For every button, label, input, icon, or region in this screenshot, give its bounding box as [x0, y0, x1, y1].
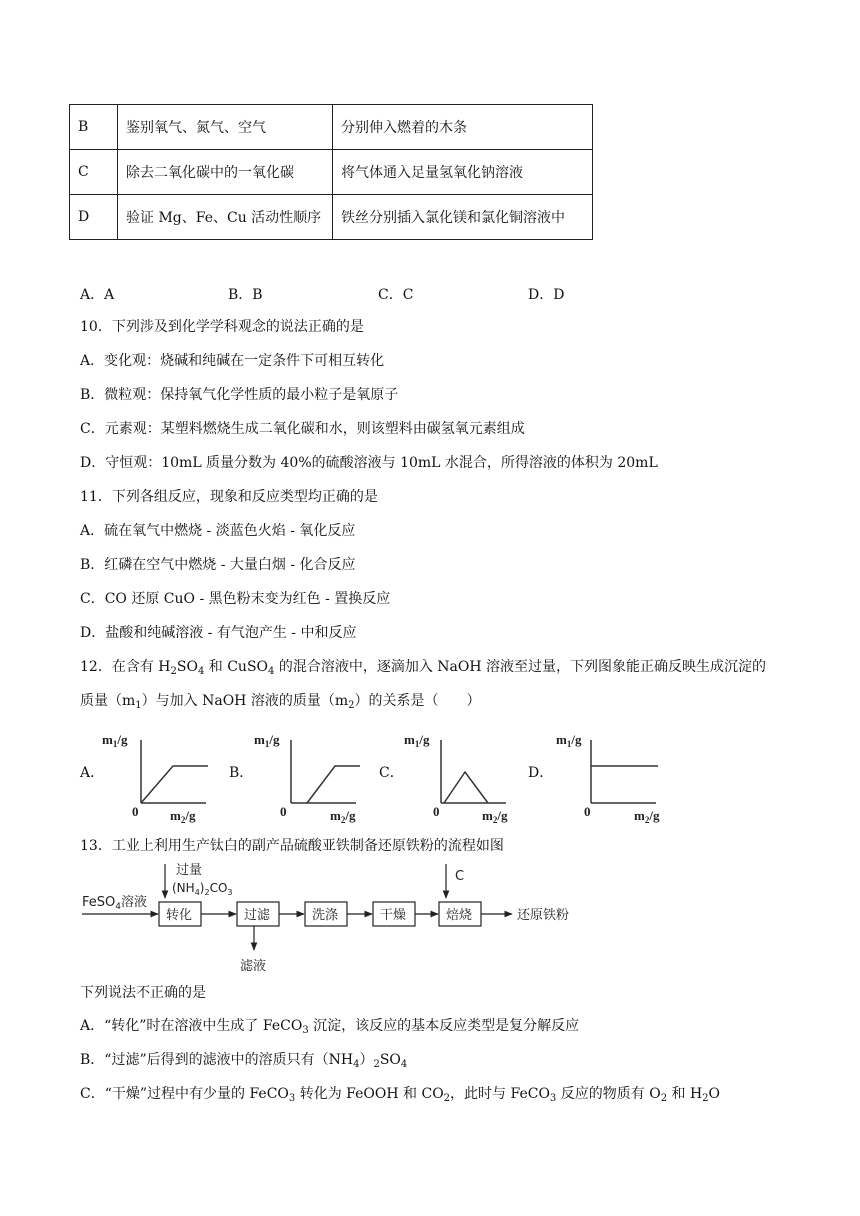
- reagent-ammonium-carbonate: $(NH_4)_2CO_3$: [172, 881, 233, 897]
- q10-option-a: A．变化观：烧碱和纯碱在一定条件下可相互转化: [80, 353, 385, 369]
- q10-option-c: C．元素观：某塑料燃烧生成二氧化碳和水，则该塑料由碳氢氧元素组成: [80, 421, 525, 437]
- q13-stem: 13．工业上利用生产钛白的副产品硫酸亚铁制备还原铁粉的流程如图: [80, 838, 504, 854]
- choice-a: A．A: [80, 287, 115, 303]
- q12-stem: 12．在含有 $H_2SO_4$ 和 CuSO$_4$ 的混合溶液中，逐滴加入 NaOH 溶液至过量，下列图象能正确反映生成沉淀的: [80, 659, 767, 677]
- flow-product: 还原铁粉: [517, 908, 570, 923]
- q10-option-b: B．微粒观：保持氧气化学性质的最小粒子是氧原子: [80, 387, 399, 403]
- q11-option-c: C．CO 还原 CuO - 黑色粉末变为红色 - 置换反应: [80, 591, 391, 607]
- row-letter: D: [70, 195, 118, 240]
- origin-label: 0: [280, 804, 287, 819]
- q11-option-d: D．盐酸和纯碱溶液 - 有气泡产生 - 中和反应: [80, 625, 357, 641]
- graph-a: [100, 728, 210, 828]
- x-axis-label: $m_2/g$: [634, 808, 660, 825]
- row-purpose: 鉴别氧气、氮气、空气: [118, 105, 333, 150]
- q9-options-table: [69, 104, 593, 240]
- origin-label: 0: [132, 804, 139, 819]
- process-flow-diagram: [80, 860, 600, 976]
- step-conversion: 转化: [166, 908, 193, 923]
- q11-option-b: B．红磷在空气中燃烧 - 大量白烟 - 化合反应: [80, 557, 356, 573]
- table-row: [70, 150, 593, 195]
- y-axis-label: $m_1/g$: [254, 732, 280, 749]
- step-drying: 干燥: [380, 908, 407, 923]
- table-row: [70, 105, 593, 150]
- graph-label-d: D．: [528, 765, 554, 781]
- row-letter: B: [70, 105, 118, 150]
- graph-d: [550, 728, 660, 828]
- row-letter: C: [70, 150, 118, 195]
- reagent-carbon: C: [455, 869, 465, 884]
- choice-d: D．D: [528, 287, 565, 303]
- x-axis-label: $m_2/g$: [330, 808, 356, 825]
- row-purpose: 验证 Mg、Fe、Cu 活动性顺序: [118, 195, 333, 240]
- q9-choices: [80, 284, 680, 304]
- q13-option-b: B．“过滤”后得到的滤液中的溶质只有$(NH_4)_2SO_4$: [80, 1052, 408, 1070]
- graph-line: [307, 766, 360, 803]
- q11-option-a: A．硫在氧气中燃烧 - 淡蓝色火焰 - 氧化反应: [80, 523, 356, 539]
- graph-label-a: A．: [80, 765, 105, 781]
- graph-line: [444, 772, 488, 803]
- x-axis-label: $m_2/g$: [170, 808, 196, 825]
- graph-label-c: C．: [379, 765, 404, 781]
- table-row: [70, 195, 593, 240]
- row-purpose: 除去二氧化碳中的一氧化碳: [118, 150, 333, 195]
- choice-c: C．C: [378, 287, 414, 303]
- graph-line: [141, 766, 208, 803]
- y-axis-label: $m_1/g$: [404, 732, 430, 749]
- flow-filtrate: 滤液: [240, 959, 267, 974]
- graph-c: [400, 728, 510, 828]
- graph-b: [250, 728, 360, 828]
- q13-option-c: C．“干燥”过程中有少量的 FeCO$_3$ 转化为 FeOOH 和 $CO_2$，此时与 FeCO$_3$ 反应的物质有 $O_2$ 和 $H_2O$: [80, 1086, 721, 1104]
- x-axis-label: $m_2/g$: [482, 808, 508, 825]
- step-roasting: 焙烧: [446, 908, 473, 923]
- origin-label: 0: [433, 804, 440, 819]
- reagent-excess: 过量: [176, 863, 203, 878]
- choice-b: B．B: [228, 287, 263, 303]
- y-axis-label: $m_1/g$: [102, 732, 128, 749]
- row-method: 分别伸入燃着的木条: [333, 105, 593, 150]
- graph-label-b: B．: [229, 765, 254, 781]
- q12-stem-line2: 质量$(m_1)$与加入 NaOH 溶液的质量$(m_2)$的关系是（ ）: [80, 693, 481, 711]
- q13-prompt: 下列说法不正确的是: [80, 985, 206, 1001]
- origin-label: 0: [584, 804, 591, 819]
- row-method: 铁丝分别插入氯化镁和氯化铜溶液中: [333, 195, 593, 240]
- q10-stem: 10．下列涉及到化学学科观念的说法正确的是: [80, 319, 364, 335]
- q11-stem: 11．下列各组反应，现象和反应类型均正确的是: [80, 489, 378, 505]
- step-washing: 洗涤: [312, 908, 339, 923]
- step-filtration: 过滤: [244, 908, 271, 923]
- row-method: 将气体通入足量氢氧化钠溶液: [333, 150, 593, 195]
- y-axis-label: $m_1/g$: [556, 732, 582, 749]
- q10-option-d: D．守恒观：10mL 质量分数为 40%的硫酸溶液与 10mL 水混合，所得溶液的体积为 20mL: [80, 455, 658, 471]
- q13-option-a: A．“转化”时在溶液中生成了 FeCO$_3$ 沉淀，该反应的基本反应类型是复分解反应: [80, 1018, 580, 1036]
- flow-start: FeSO$_4$溶液: [82, 895, 147, 912]
